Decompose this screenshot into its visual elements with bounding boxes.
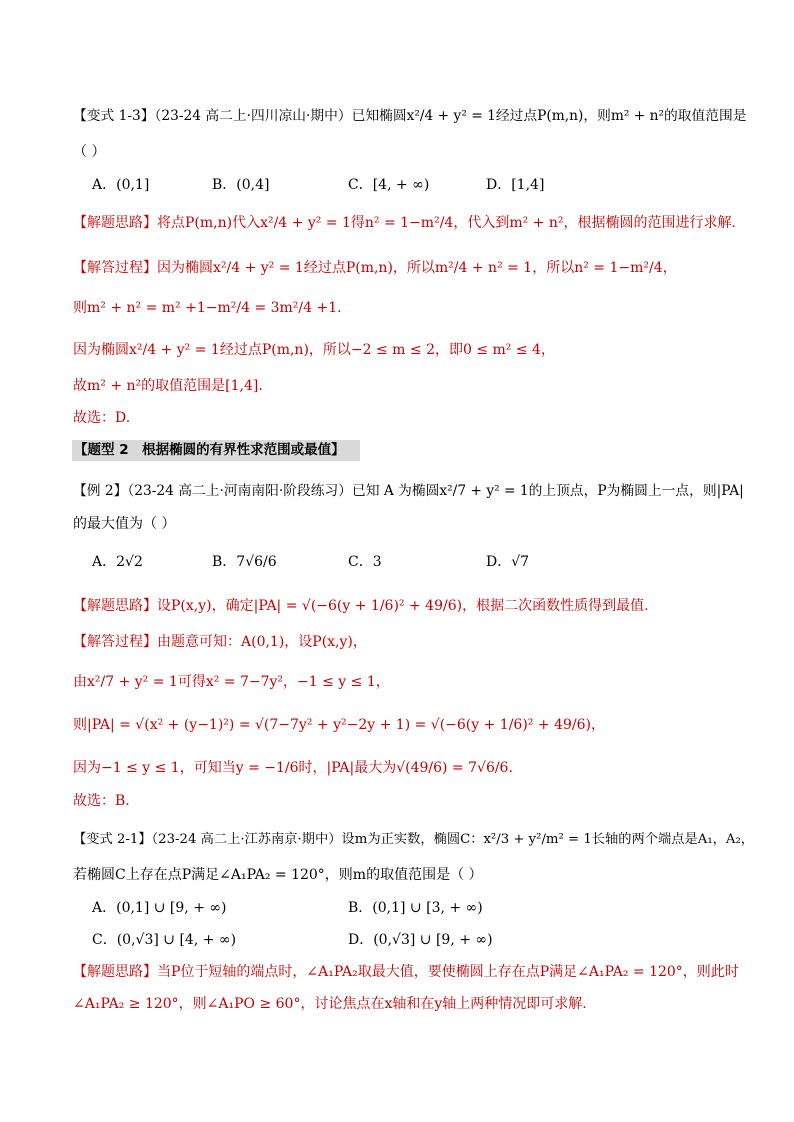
option-a: A．(0,1] ∪ [9, + ∞) — [92, 900, 227, 916]
example-2-process-1: 【解答过程】由题意可知：A(0,1)，设P(x,y)， — [73, 634, 367, 650]
example-2-answer: 故选：B. — [73, 793, 130, 809]
example-2-process-2: 由x²/7 + y² = 1可得x² = 7−7y²，−1 ≤ y ≤ 1， — [73, 674, 390, 690]
variant-1-3-paren: （ ） — [73, 144, 106, 160]
example-2-question-2: 的最大值为（ ） — [73, 516, 176, 532]
variant-2-1-question-2: 若椭圆C上存在点P满足∠A₁PA₂ = 120°，则m的取值范围是（ ） — [73, 867, 483, 883]
variant-1-3-process-2: 则m² + n² = m² +1−m²/4 = 3m²/4 +1. — [73, 300, 342, 316]
variant-1-3-question: 【变式 1-3】（23-24 高二上·四川凉山·期中）已知椭圆x²/4 + y² = 1经过点P(m,n)，则m² + n²的取值范围是 — [73, 108, 747, 124]
example-2-process-4: 因为−1 ≤ y ≤ 1，可知当y = −1/6时，|PA|最大为√(49/6) = 7√6/6. — [73, 760, 513, 776]
option-c: C．3 — [348, 554, 382, 570]
option-c: C．[4, + ∞) — [348, 177, 430, 193]
option-d: D．(0,√3] ∪ [9, + ∞) — [348, 932, 493, 948]
option-d: D．√7 — [486, 554, 530, 570]
variant-2-1-question-1: 【变式 2-1】（23-24 高二上·江苏南京·期中）设m为正实数，椭圆C：x²/3 + y²/m² = 1长轴的两个端点是A₁，A₂， — [73, 832, 755, 847]
option-b: B．(0,1] ∪ [3, + ∞) — [348, 900, 483, 916]
example-2-process-3: 则|PA| = √(x² + (y−1)²) = √(7−7y² + y²−2y + 1) = √(−6(y + 1/6)² + 49/6)， — [73, 717, 605, 733]
variant-2-1-idea-2: ∠A₁PA₂ ≥ 120°，则∠A₁PO ≥ 60°，讨论焦点在x轴和在y轴上两种情况即可求解. — [73, 996, 587, 1012]
option-b: B．(0,4] — [212, 177, 270, 193]
variant-1-3-process-4: 故m² + n²的取值范围是[1,4]. — [73, 378, 263, 394]
variant-1-3-idea: 【解题思路】将点P(m,n)代入x²/4 + y² = 1得n² = 1−m²/4，代入到m² + n²，根据椭圆的范围进行求解. — [73, 215, 736, 231]
section-header: 【题型 2 根据椭圆的有界性求范围或最值】 — [72, 440, 360, 461]
variant-2-1-idea-1: 【解题思路】当P位于短轴的端点时，∠A₁PA₂取最大值，要使椭圆上存在点P满足∠A₁PA₂ = 120°，则此时 — [73, 964, 739, 980]
example-2-question-1: 【例 2】（23-24 高二上·河南南阳·阶段练习）已知 A 为椭圆x²/7 + y² = 1的上顶点，P为椭圆上一点，则|PA| — [73, 483, 744, 499]
variant-1-3-process-3: 因为椭圆x²/4 + y² = 1经过点P(m,n)，所以−2 ≤ m ≤ 2，即0 ≤ m² ≤ 4， — [73, 342, 555, 358]
option-b: B．7√6/6 — [212, 554, 277, 570]
variant-1-3-answer: 故选：D. — [73, 410, 131, 426]
option-c: C．(0,√3] ∪ [4, + ∞) — [92, 932, 237, 948]
example-2-idea: 【解题思路】设P(x,y)，确定|PA| = √(−6(y + 1/6)² + 49/6)，根据二次函数性质得到最值. — [73, 598, 649, 614]
variant-1-3-process-1: 【解答过程】因为椭圆x²/4 + y² = 1经过点P(m,n)，所以m²/4 + n² = 1，所以n² = 1−m²/4， — [73, 260, 677, 276]
option-a: A．2√2 — [92, 554, 143, 570]
option-a: A．(0,1] — [92, 177, 150, 193]
option-d: D．[1,4] — [486, 177, 545, 193]
